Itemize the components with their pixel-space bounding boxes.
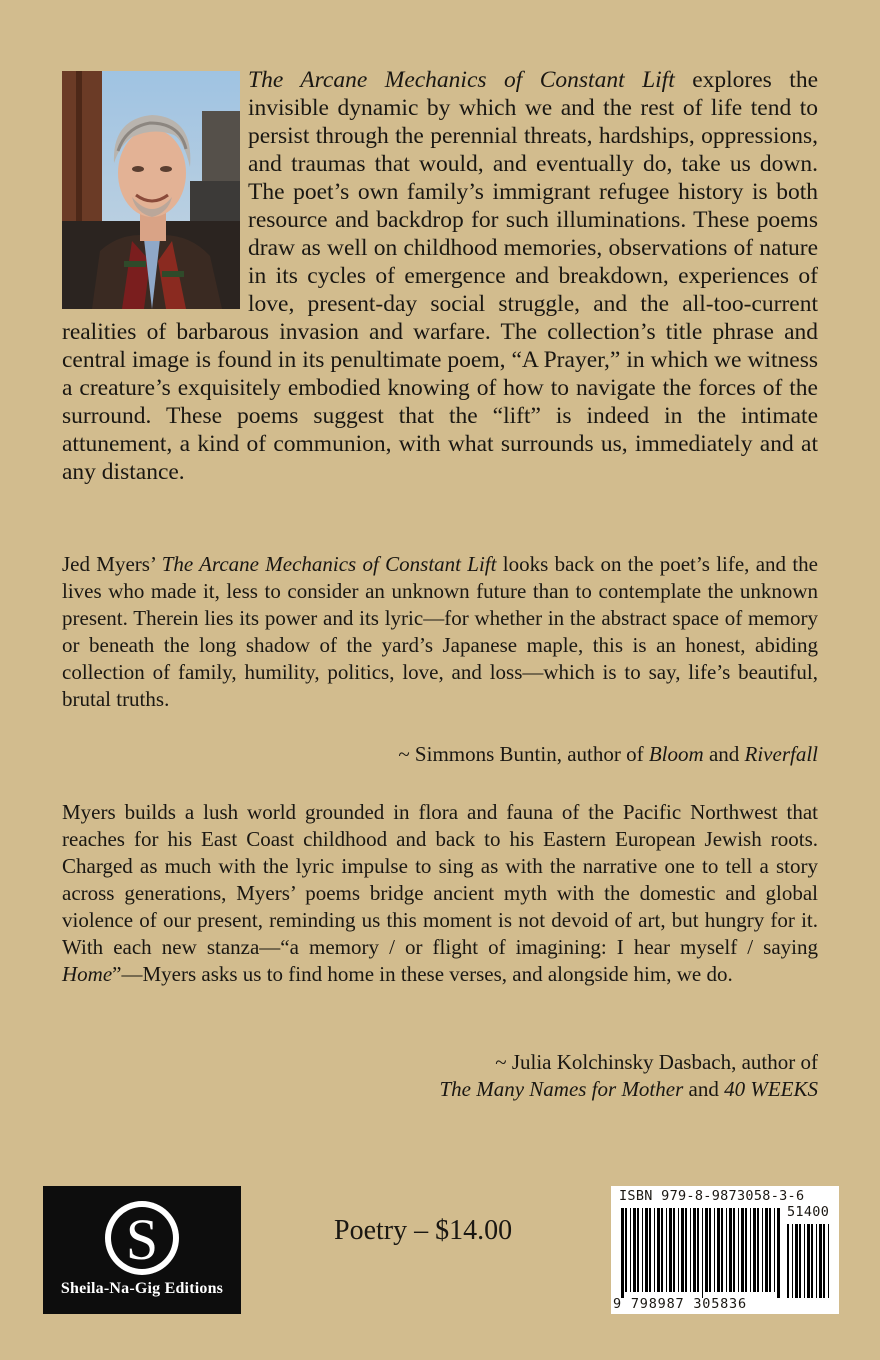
attribution-book: Bloom [648, 742, 704, 766]
barcode-bar [733, 1208, 735, 1292]
barcode-addon-bars [787, 1224, 833, 1298]
barcode-bar [753, 1208, 756, 1292]
publisher-logo-letter: S [125, 1207, 159, 1272]
barcode-bar [828, 1224, 829, 1298]
barcode-bar [738, 1208, 739, 1292]
review-2-text-end: ”—Myers asks us to find home in these verses, and alongside him, we do. [112, 962, 733, 986]
attribution-conj: and [683, 1077, 725, 1101]
barcode-bar [678, 1208, 679, 1292]
barcode-bar [705, 1208, 708, 1292]
attribution-books [439, 1076, 818, 1103]
barcode-bar [681, 1208, 684, 1292]
barcode-bar [745, 1208, 747, 1292]
attribution-book: The Many Names for Mother [439, 1077, 684, 1101]
review-1-attribution [398, 741, 818, 768]
review-2-text: Myers builds a lush world grounded in flora and fauna of the Pacific Northwest that reaches for his East Coast childhood and back to his Eastern European Jewish roots. Charged as much with the lyric impulse to sing as with the narrative one to tell a story across generations, Myers’ poems bridge ancient myth with the domestic and global violence of our present, reminding us this moment is not devoid of art, but hungry for it. With each new stanza—“a memory / or flight of imagining: I hear myself / saying [62, 800, 818, 959]
barcode-bar [804, 1224, 805, 1298]
barcode-bar [642, 1208, 643, 1292]
description-title: The Arcane Mechanics of Constant Lift [248, 67, 675, 93]
barcode-bar [819, 1224, 822, 1298]
barcode-bar [807, 1224, 810, 1298]
review-1-title: The Arcane Mechanics of Constant Lift [161, 552, 497, 576]
barcode-bar [673, 1208, 675, 1292]
barcode-bar [795, 1224, 798, 1298]
barcode-bar [792, 1224, 793, 1298]
attribution-book: 40 WEEKS [724, 1077, 818, 1101]
barcode-bar [621, 1208, 624, 1298]
barcode-bar [669, 1208, 672, 1292]
review-1 [62, 551, 818, 713]
barcode-bar [717, 1208, 720, 1292]
barcode-bar [709, 1208, 711, 1292]
price: Poetry – $14.00 [334, 1215, 513, 1246]
review-2-quote-word: Home [62, 962, 113, 986]
barcode-bar [811, 1224, 813, 1298]
publisher-logo [43, 1186, 241, 1314]
barcode-bar [666, 1208, 667, 1292]
review-2 [62, 799, 818, 988]
barcode-bar [729, 1208, 732, 1292]
barcode-bar [637, 1208, 639, 1292]
barcode-main-bars [621, 1208, 781, 1298]
photo-spacer [62, 66, 248, 316]
barcode-bar [630, 1208, 631, 1292]
isbn-text: ISBN 979-8-9873058-3-6 [619, 1188, 805, 1204]
description-text: explores the invisible dynamic by which we and the rest of life tend to persist through the perennial threats, hardships, oppressions, and traumas that would, and eventually do, take us down. The poet’s own family’s immigrant refugee history is both resource and backdrop for such illuminations. These poems draw as well on childhood memories, observations of nature in its cycles of emergence and breakdown, experiences of love, present-day social struggle, and the all-too-current realities of barbarous invasion and warfare. The collection’s title phrase and central image is found in its penultimate poem, “A Prayer,” in which we witness a creature’s exquisitely embodied knowing of how to navigate the forces of the surround. These poems suggest that the “lift” is indeed in the intimate attunement, a kind of communion, with what surrounds us, immediately and at any distance. [62, 67, 818, 485]
publisher-name: Sheila-Na-Gig Editions [60, 1280, 224, 1297]
barcode-bar [757, 1208, 759, 1292]
barcode-bar [693, 1208, 696, 1292]
review-2-attribution [439, 1049, 818, 1103]
barcode-bar [777, 1208, 780, 1298]
barcode-addon-text: 51400 [787, 1204, 830, 1220]
barcode-bar [721, 1208, 723, 1292]
review-1-text: looks back on the poet’s life, and the lives who made it, less to consider an unknown future than to contemplate the unknown present. Therein lies its power and its lyric—for whether in the abstract space of memory or beneath the long shadow of the yard’s Japanese maple, this is an honest, abiding collection of family, humility, politics, love, and loss—which is to say, life’s beautiful, brutal truths. [62, 552, 818, 711]
attribution-book: Riverfall [744, 742, 818, 766]
barcode-bar [714, 1208, 715, 1292]
barcode-bar [741, 1208, 744, 1292]
barcode-bar [787, 1224, 789, 1298]
barcode-bar [657, 1208, 660, 1292]
barcode-bar [625, 1208, 627, 1292]
barcode-bar [645, 1208, 648, 1292]
barcode-bar [774, 1208, 775, 1292]
barcode-bar [685, 1208, 687, 1292]
book-description [62, 66, 818, 486]
barcode-bar [690, 1208, 691, 1292]
attribution-author: ~ Simmons Buntin, author of [398, 742, 649, 766]
attribution-conj: and [703, 742, 745, 766]
barcode-bar [799, 1224, 801, 1298]
barcode-bar [816, 1224, 817, 1298]
barcode-bar [633, 1208, 636, 1292]
barcode-bar [661, 1208, 663, 1292]
barcode-bar [654, 1208, 655, 1292]
barcode-bar [765, 1208, 768, 1292]
publisher-emblem-icon [102, 1198, 182, 1278]
barcode-bar [697, 1208, 699, 1292]
review-1-pre: Jed Myers’ [62, 552, 162, 576]
attribution-author: ~ Julia Kolchinsky Dasbach, author of [495, 1050, 818, 1074]
barcode-bar [702, 1208, 703, 1298]
barcode-bar [649, 1208, 651, 1292]
barcode-bar [769, 1208, 771, 1292]
barcode-bar [750, 1208, 751, 1292]
barcode [611, 1186, 839, 1314]
barcode-bar [762, 1208, 763, 1292]
ean-digits: 9 798987 305836 [613, 1296, 747, 1312]
barcode-bar [726, 1208, 727, 1292]
barcode-bar [823, 1224, 825, 1298]
